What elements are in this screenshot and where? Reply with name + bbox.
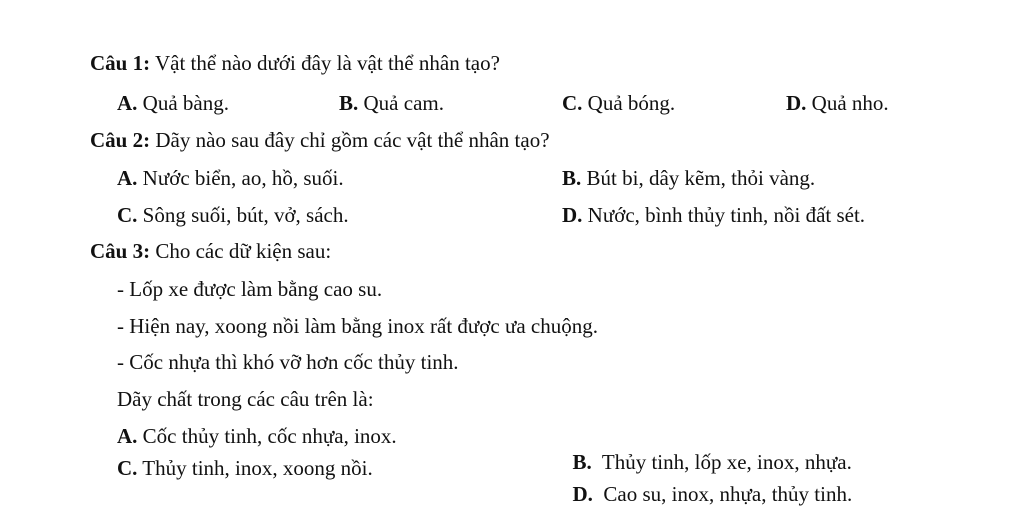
q1-option-d-text: Quả nho.: [806, 91, 889, 115]
q3-option-d-text: Cao su, inox, nhựa, thủy tinh.: [592, 482, 853, 506]
q1-option-a: [117, 90, 229, 116]
q1-option-b-text: Quả cam.: [358, 91, 444, 115]
question-3-text: Cho các dữ kiện sau:: [150, 239, 332, 263]
q1-option-b: [339, 90, 444, 116]
q3-option-d-letter: D.: [572, 482, 593, 506]
q2-option-d-letter: D.: [562, 203, 583, 227]
q2-option-c-letter: C.: [117, 203, 138, 227]
question-1-text: Vật thể nào dưới đây là vật thể nhân tạo?: [150, 51, 500, 75]
question-2-heading: [90, 127, 550, 153]
q3-fact-2: - Hiện nay, xoong nồi làm bằng inox rất được ưa chuộng.: [117, 314, 598, 338]
q2-option-a-text: Nước biển, ao, hồ, suối.: [137, 166, 344, 190]
question-1-heading: [90, 50, 500, 76]
q2-option-c: [117, 202, 349, 228]
question-3-label: Câu 3:: [90, 239, 151, 263]
q1-option-b-letter: B.: [339, 91, 359, 115]
q1-option-c-letter: C.: [562, 91, 583, 115]
q3-option-c-text: Thủy tinh, inox, xoong nồi.: [137, 456, 373, 480]
q3-option-c-letter: C.: [117, 456, 138, 480]
question-2-text: Dãy nào sau đây chỉ gồm các vật thể nhân tạo?: [150, 128, 550, 152]
q3-prompt: Dãy chất trong các câu trên là:: [117, 387, 374, 411]
q1-option-a-text: Quả bàng.: [137, 91, 229, 115]
q2-option-b-text: Bút bi, dây kẽm, thỏi vàng.: [581, 166, 816, 190]
question-3-heading: [90, 238, 331, 264]
q2-option-b: [562, 165, 815, 191]
question-1-label: Câu 1:: [90, 51, 151, 75]
q3-option-d: [562, 455, 852, 507]
q3-option-a: [117, 423, 397, 449]
q2-option-a-letter: A.: [117, 166, 138, 190]
q3-option-b-letter: B.: [572, 450, 592, 474]
q3-option-a-text: Cốc thủy tinh, cốc nhựa, inox.: [137, 424, 397, 448]
q2-option-d-text: Nước, bình thủy tinh, nồi đất sét.: [582, 203, 866, 227]
q3-fact-1: - Lốp xe được làm bằng cao su.: [117, 277, 383, 301]
q2-option-b-letter: B.: [562, 166, 582, 190]
q1-option-a-letter: A.: [117, 91, 138, 115]
question-2-label: Câu 2:: [90, 128, 151, 152]
q3-fact-3: - Cốc nhựa thì khó vỡ hơn cốc thủy tinh.: [117, 350, 459, 374]
q3-option-b-text: Thủy tinh, lốp xe, inox, nhựa.: [591, 450, 852, 474]
q2-option-c-text: Sông suối, bút, vở, sách.: [137, 203, 349, 227]
q1-option-c: [562, 90, 675, 116]
q3-option-c: [117, 455, 373, 481]
q1-option-d-letter: D.: [786, 91, 807, 115]
q1-option-d: [786, 90, 889, 116]
q1-option-c-text: Quả bóng.: [582, 91, 676, 115]
q2-option-d: [562, 202, 865, 228]
q3-option-a-letter: A.: [117, 424, 138, 448]
q2-option-a: [117, 165, 344, 191]
